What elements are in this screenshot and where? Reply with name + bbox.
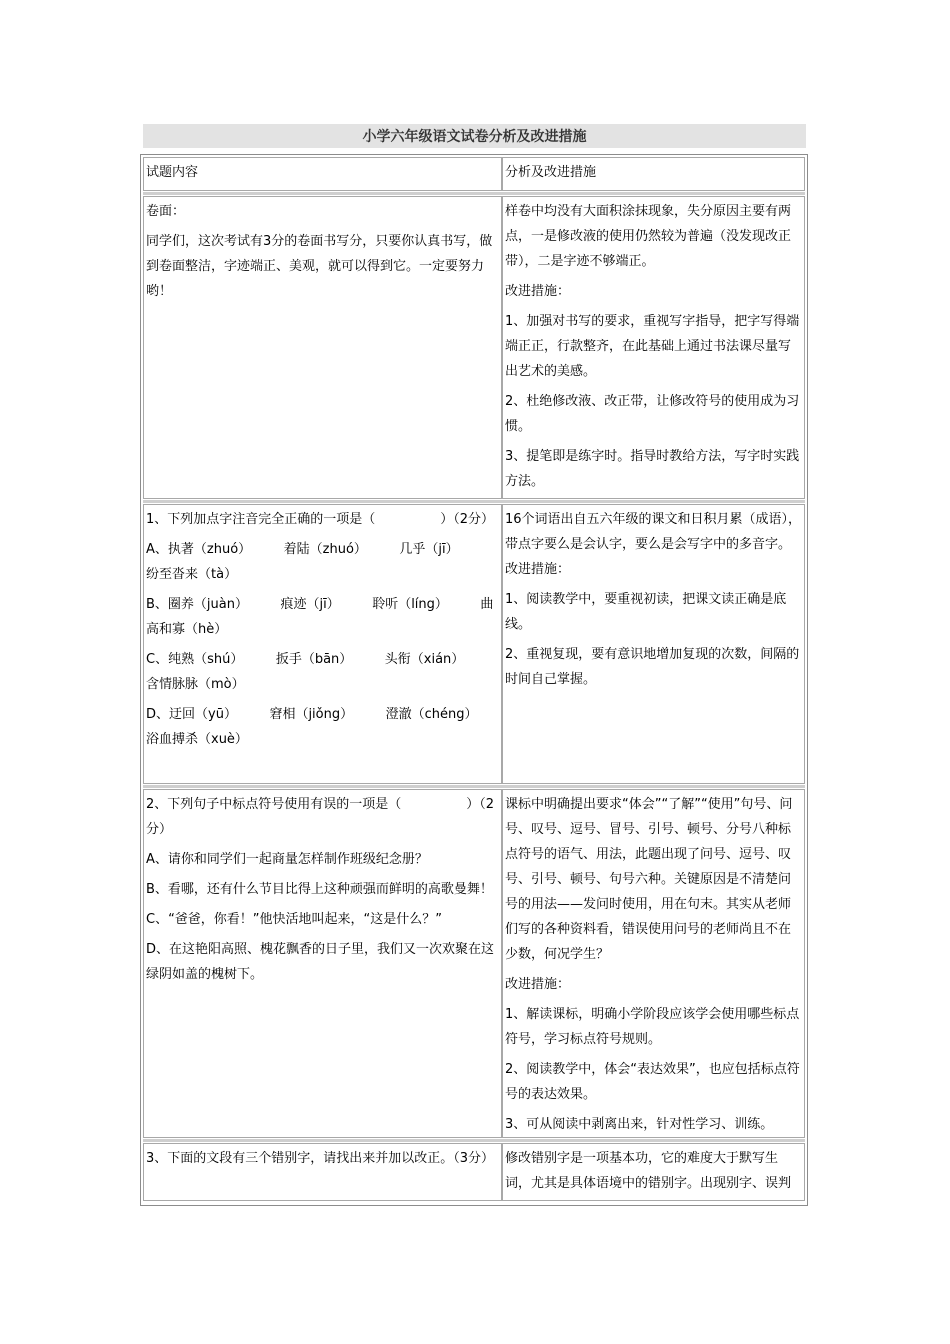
option-b: B、圈养（juàn） 痕迹（jī） 聆听（líng） 曲高和寡（hè） bbox=[146, 597, 494, 637]
question-text: 3、下面的文段有三个错别字，请找出来并加以改正。（3分） bbox=[146, 1151, 495, 1166]
question-cell-pinyin bbox=[143, 504, 511, 784]
analysis-text: 2、阅读教学中，体会“表达效果”，也应包括标点符号的表达效果。 bbox=[505, 1062, 800, 1102]
analysis-text: 2、重视复现，要有意识地增加复现的次数，间隔的时间自己掌握。 bbox=[505, 647, 800, 687]
analysis-text: 16个词语出自五六年级的课文和日积月累（成语），带点字要么是会认字，要么是会写字中的多音字。改进措施： bbox=[505, 512, 802, 577]
analysis-table bbox=[140, 154, 808, 1206]
analysis-text: 改进措施： bbox=[505, 977, 571, 992]
analysis-text: 2、杜绝修改液、改正带，让修改符号的使用成为习惯。 bbox=[505, 394, 800, 434]
option-b: B、看哪，还有什么节目比得上这种顽强而鲜明的高歌曼舞！ bbox=[146, 882, 493, 897]
analysis-text: 3、可从阅读中剥离出来，针对性学习、训练。 bbox=[505, 1117, 774, 1132]
analysis-cell-punctuation bbox=[502, 789, 805, 1138]
option-a: A、请你和同学们一起商量怎样制作班级纪念册？ bbox=[146, 852, 428, 867]
analysis-text: 1、解读课标，明确小学阶段应该学会使用哪些标点符号，学习标点符号规则。 bbox=[505, 1007, 800, 1047]
analysis-cell-pinyin bbox=[502, 504, 805, 784]
row-separator bbox=[143, 785, 805, 788]
question-cell-penmanship bbox=[143, 196, 502, 499]
question-cell-typo bbox=[143, 1143, 502, 1201]
option-d: D、在这艳阳高照、槐花飘香的日子里，我们又一次欢聚在这绿阴如盖的槐树下。 bbox=[146, 942, 495, 982]
question-text: 同学们，这次考试有3分的卷面书写分，只要你认真书写，做到卷面整洁，字迹端正、美观，就可以得到它。一定要努力哟！ bbox=[146, 234, 493, 299]
option-a: A、执著（zhuó） 着陆（zhuó） 几乎（jī） 纷至沓来（tà） bbox=[146, 542, 492, 582]
title-bar bbox=[143, 124, 806, 148]
question-text: 2、下列句子中标点符号使用有误的一项是（ ）（2分） bbox=[146, 797, 495, 837]
analysis-text: 修改错别字是一项基本功，它的难度大于默写生词，尤其是具体语境中的错别字。出现别字、误判 bbox=[505, 1151, 792, 1191]
header-label-content: 试题内容 bbox=[146, 165, 199, 180]
analysis-text: 改进措施： bbox=[505, 284, 571, 299]
page-title: 小学六年级语文试卷分析及改进措施 bbox=[362, 129, 587, 145]
analysis-cell-typo bbox=[502, 1143, 805, 1201]
row-separator bbox=[143, 1139, 805, 1142]
option-c: C、“爸爸，你看！”他快活地叫起来，“这是什么？” bbox=[146, 912, 443, 927]
row-separator bbox=[143, 192, 805, 195]
question-text: 1、下列加点字注音完全正确的一项是（ ）（2分） bbox=[146, 512, 495, 527]
option-d: D、迂回（yū） 窘相（jiǒng） 澄澈（chéng） 浴血搏杀（xuè） bbox=[146, 707, 511, 747]
analysis-cell-penmanship bbox=[502, 196, 805, 499]
analysis-text: 3、提笔即是练字时。指导时教给方法，写字时实践方法。 bbox=[505, 449, 800, 489]
header-label-analysis: 分析及改进措施 bbox=[505, 165, 597, 180]
analysis-text: 课标中明确提出要求“体会”“了解”“使用”句号、问号、叹号、逗号、冒号、引号、顿号、分号八种标点符号的语气、用法，此题出现了问号、逗号、叹号、引号、顿号、句号六种。关键原因是不清楚问号的用法——发问时使用，用在句末。其实从老师们写的各种资料看，错误使用问号的老师尚且不在少数，何况学生？ bbox=[505, 797, 793, 962]
analysis-text: 1、加强对书写的要求，重视写字指导，把字写得端端正正，行款整齐，在此基础上通过书法课尽量写出艺术的美感。 bbox=[505, 314, 800, 379]
analysis-text: 1、阅读教学中，要重视初读，把课文读正确是底线。 bbox=[505, 592, 787, 632]
question-text: 卷面： bbox=[146, 204, 186, 219]
header-cell-analysis bbox=[502, 157, 805, 191]
row-separator bbox=[143, 500, 805, 503]
question-cell-punctuation bbox=[143, 789, 502, 1138]
option-c: C、纯熟（shú） 扳手（bān） 头衔（xián） 含情脉脉（mò） bbox=[146, 652, 497, 692]
analysis-text: 样卷中均没有大面积涂抹现象，失分原因主要有两点，一是修改液的使用仍然较为普遍（没发现改正带），二是字迹不够端正。 bbox=[505, 204, 792, 269]
header-cell-content bbox=[143, 157, 502, 191]
